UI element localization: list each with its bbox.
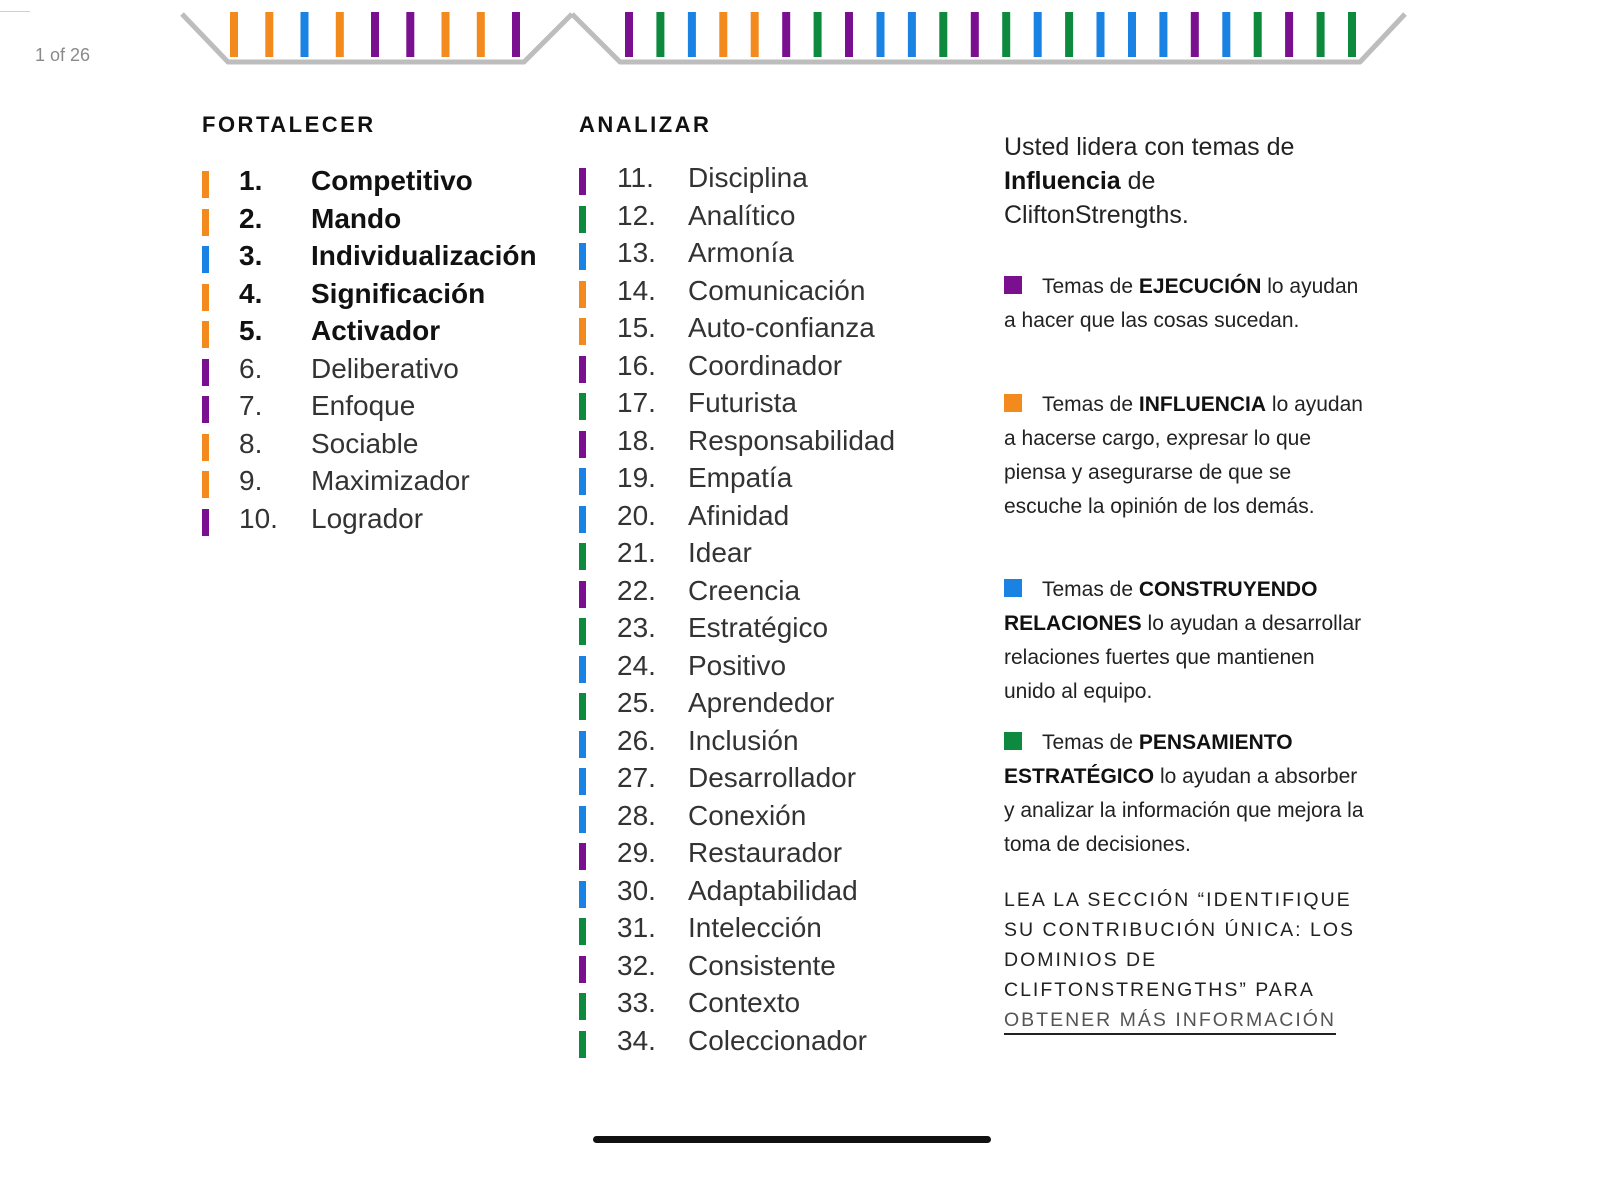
theme-domain-marker <box>579 506 586 533</box>
strip-bar-relaciones <box>1128 12 1136 57</box>
theme-name: Desarrollador <box>688 762 857 793</box>
legend-estrategico <box>1004 726 1364 862</box>
theme-rank: 10. <box>239 502 278 534</box>
theme-domain-marker <box>202 434 209 461</box>
theme-name: Significación <box>311 277 486 309</box>
strip-bar-estrategico <box>939 12 947 57</box>
theme-domain-marker <box>202 471 209 498</box>
legend-ejecucion-bold: EJECUCIÓN <box>1138 275 1262 298</box>
more-info-callout <box>1004 885 1364 1035</box>
theme-rank: 16. <box>617 349 656 381</box>
more-info-link[interactable]: OBTENER MÁS INFORMACIÓN <box>1004 1009 1336 1035</box>
theme-rank: 1. <box>239 165 263 196</box>
strip-bars <box>230 12 1356 57</box>
theme-rank: 12. <box>617 199 656 231</box>
theme-name: Deliberativo <box>311 352 459 384</box>
strip-bar-ejecucion <box>971 12 979 57</box>
legend-relaciones-prefix: Temas de <box>1042 578 1139 601</box>
theme-name: Consistente <box>688 949 836 981</box>
theme-domain-marker <box>202 396 209 423</box>
theme-name: Mando <box>311 202 402 234</box>
theme-rank: 18. <box>617 424 656 456</box>
theme-rank: 31. <box>617 912 656 943</box>
theme-rank: 17. <box>617 387 656 418</box>
legend-influencia-text: lo ayudan a hacerse cargo, expresar lo que piensa y asegurarse de que se escuche la opinión de los demás. <box>1004 393 1363 518</box>
theme-rank: 6. <box>239 352 263 384</box>
strip-bar-relaciones <box>1034 12 1042 57</box>
legend-estrategico-prefix: Temas de <box>1042 731 1139 754</box>
theme-domain-marker <box>579 881 586 908</box>
theme-bar-strip <box>0 0 1611 75</box>
theme-rank: 5. <box>239 315 263 346</box>
theme-rank: 27. <box>617 762 656 793</box>
theme-name: Enfoque <box>311 390 416 421</box>
legend-relaciones-bold: CONSTRUYENDO RELACIONES <box>1004 578 1318 635</box>
strip-bar-ejecucion <box>371 12 379 57</box>
theme-domain-marker <box>579 656 586 683</box>
theme-domain-marker <box>579 806 586 833</box>
theme-rank: 28. <box>617 799 656 831</box>
theme-name: Positivo <box>688 649 787 681</box>
strip-frame-line <box>572 14 1405 62</box>
theme-domain-marker <box>579 206 586 233</box>
theme-name: Idear <box>688 537 752 568</box>
theme-domain-marker <box>202 209 209 236</box>
theme-name: Maximizador <box>311 465 470 496</box>
theme-domain-marker <box>579 356 586 383</box>
legend-ejecucion <box>1004 270 1364 338</box>
strip-bar-relaciones <box>1159 12 1167 57</box>
theme-name: Comunicación <box>688 274 866 306</box>
theme-domain-marker <box>579 243 586 270</box>
theme-domain-marker <box>579 918 586 945</box>
theme-rank: 14. <box>617 274 656 306</box>
strip-bar-ejecucion <box>1285 12 1293 57</box>
theme-domain-marker <box>579 993 586 1020</box>
theme-domain-marker <box>202 246 209 273</box>
theme-domain-marker <box>579 618 586 645</box>
theme-name: Estratégico <box>688 612 829 643</box>
theme-rank: 33. <box>617 987 656 1018</box>
lead-connector: de <box>1120 167 1156 195</box>
lead-line-3: CliftonStrengths. <box>1004 201 1189 229</box>
theme-name: Adaptabilidad <box>688 874 858 906</box>
theme-rank: 3. <box>239 240 263 271</box>
theme-rank: 23. <box>617 612 656 643</box>
home-indicator[interactable] <box>593 1136 991 1143</box>
strip-bar-relaciones <box>301 12 309 57</box>
strip-bar-influencia <box>719 12 727 57</box>
theme-rank: 19. <box>617 462 656 493</box>
theme-rank: 21. <box>617 537 656 568</box>
theme-domain-marker <box>579 168 586 195</box>
strip-bar-influencia <box>336 12 344 57</box>
theme-name: Sociable <box>311 427 419 459</box>
theme-rank: 26. <box>617 724 656 756</box>
theme-domain-marker <box>579 431 586 458</box>
theme-name: Creencia <box>688 574 801 606</box>
theme-domain-marker <box>202 359 209 386</box>
theme-name: Individualización <box>311 240 537 271</box>
theme-name: Logrador <box>311 502 424 534</box>
lead-summary <box>1004 130 1364 232</box>
heading-fortalecer: FORTALECER <box>202 112 376 137</box>
legend-ejecucion-prefix: Temas de <box>1042 275 1139 298</box>
strip-bar-ejecucion <box>782 12 790 57</box>
theme-name: Competitivo <box>311 165 473 196</box>
strip-bar-estrategico <box>1065 12 1073 57</box>
theme-name: Analítico <box>688 199 796 231</box>
theme-name: Afinidad <box>688 499 790 531</box>
theme-domain-marker <box>579 281 586 308</box>
theme-domain-marker <box>579 468 586 495</box>
theme-rank: 24. <box>617 649 656 681</box>
theme-rank: 22. <box>617 574 656 606</box>
strip-bar-ejecucion <box>1191 12 1199 57</box>
theme-name: Responsabilidad <box>688 424 896 456</box>
lead-line-1: Usted lidera con temas de <box>1004 133 1295 161</box>
theme-rank: 15. <box>617 312 656 343</box>
strip-bar-relaciones <box>1222 12 1230 57</box>
relaciones-swatch <box>1004 579 1022 597</box>
legend-ejecucion-text: lo ayudan a hacer que las cosas sucedan. <box>1004 275 1359 332</box>
theme-name: Inclusión <box>688 724 799 756</box>
theme-name: Disciplina <box>688 162 808 193</box>
strip-bar-estrategico <box>1317 12 1325 57</box>
theme-name: Conexión <box>688 799 807 831</box>
ejecucion-swatch <box>1004 276 1022 294</box>
theme-domain-marker <box>579 543 586 570</box>
theme-name: Empatía <box>688 462 793 493</box>
strip-outline <box>182 14 1405 62</box>
strip-bar-ejecucion <box>512 12 520 57</box>
theme-rank: 11. <box>617 162 654 193</box>
theme-rank: 9. <box>239 465 263 496</box>
theme-name: Armonía <box>688 237 794 268</box>
page-indicator: 1 of 26 <box>35 45 91 65</box>
legend-estrategico-bold: PENSAMIENTO ESTRATÉGICO <box>1004 731 1293 788</box>
strip-bar-estrategico <box>814 12 822 57</box>
theme-rank: 30. <box>617 874 656 906</box>
legend-influencia <box>1004 388 1364 524</box>
more-info-text: LEA LA SECCIÓN “IDENTIFIQUE SU CONTRIBUCIÓN ÚNICA: LOS DOMINIOS DE CLIFTONSTRENGTHS” PARA <box>1004 889 1356 1001</box>
strip-bar-influencia <box>442 12 450 57</box>
theme-domain-marker <box>579 318 586 345</box>
theme-name: Futurista <box>688 387 797 418</box>
strip-bar-ejecucion <box>406 12 414 57</box>
theme-rank: 25. <box>617 687 656 718</box>
strip-bar-influencia <box>230 12 238 57</box>
strip-bar-estrategico <box>1348 12 1356 57</box>
theme-rank: 7. <box>239 390 263 421</box>
strip-bar-relaciones <box>877 12 885 57</box>
strip-bar-relaciones <box>1097 12 1105 57</box>
strip-bar-estrategico <box>1254 12 1262 57</box>
theme-domain-marker <box>202 284 209 311</box>
theme-domain-marker <box>202 509 209 536</box>
strip-bar-influencia <box>477 12 485 57</box>
theme-rank: 13. <box>617 237 656 268</box>
theme-domain-marker <box>579 693 586 720</box>
strip-bar-ejecucion <box>845 12 853 57</box>
legend-influencia-prefix: Temas de <box>1042 393 1139 416</box>
theme-domain-marker <box>579 843 586 870</box>
theme-rank: 20. <box>617 499 656 531</box>
theme-domain-marker <box>579 393 586 420</box>
theme-domain-marker <box>202 171 209 198</box>
strip-bar-estrategico <box>1002 12 1010 57</box>
theme-name: Restaurador <box>688 837 843 868</box>
theme-name: Aprendedor <box>688 687 835 718</box>
strip-bar-ejecucion <box>625 12 633 57</box>
legend-relaciones <box>1004 573 1364 709</box>
theme-domain-marker <box>579 731 586 758</box>
theme-name: Coordinador <box>688 349 843 381</box>
theme-domain-marker <box>202 321 209 348</box>
theme-name: Auto-confianza <box>688 312 875 343</box>
theme-domain-marker <box>579 956 586 983</box>
strip-bar-estrategico <box>656 12 664 57</box>
theme-rank: 2. <box>239 202 263 234</box>
theme-rank: 32. <box>617 949 656 981</box>
theme-rank: 29. <box>617 837 656 868</box>
lead-domain: Influencia <box>1004 167 1121 195</box>
strip-bar-influencia <box>265 12 273 57</box>
theme-name: Activador <box>311 315 441 346</box>
strip-bar-relaciones <box>908 12 916 57</box>
legend-estrategico-text: lo ayudan a absorber y analizar la información que mejora la toma de decisiones. <box>1004 765 1364 856</box>
theme-name: Coleccionador <box>688 1024 867 1056</box>
legend-relaciones-text: lo ayudan a desarrollar relaciones fuertes que mantienen unido al equipo. <box>1004 612 1362 703</box>
theme-domain-marker <box>579 1031 586 1058</box>
theme-rank: 4. <box>239 277 263 309</box>
theme-name: Intelección <box>688 912 822 943</box>
strip-bar-relaciones <box>688 12 696 57</box>
theme-rank: 34. <box>617 1024 656 1056</box>
theme-name: Contexto <box>688 987 801 1018</box>
strip-bar-influencia <box>751 12 759 57</box>
theme-domain-marker <box>579 768 586 795</box>
legend-influencia-bold: INFLUENCIA <box>1138 393 1267 416</box>
estrategico-swatch <box>1004 732 1022 750</box>
influencia-swatch <box>1004 394 1022 412</box>
theme-rank: 8. <box>239 427 263 459</box>
theme-domain-marker <box>579 581 586 608</box>
heading-analizar: ANALIZAR <box>579 112 712 137</box>
